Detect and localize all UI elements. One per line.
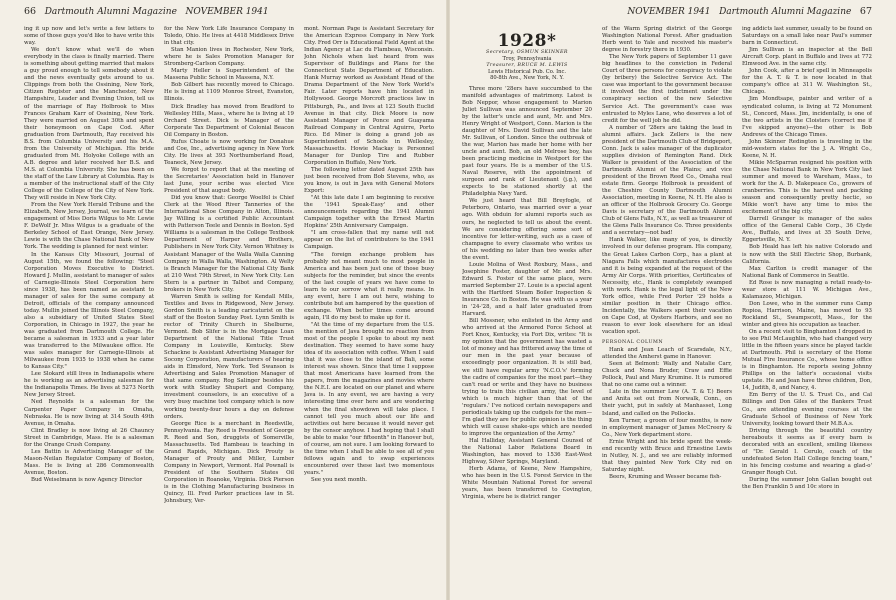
article-paragraph: Marty Heller is Superintendent of the Massena Public School in Massena, N.Y. — [164, 68, 294, 82]
article-paragraph: Jim Sullivan is an inspector at the Bell Aircraft Corp. plant in Buffalo and lives at 772 Elmwood Ave. in the same city. — [742, 47, 872, 68]
secretary-line: Secretary, OSMUN SKINNER — [486, 50, 568, 55]
left-column-3 — [304, 26, 434, 594]
article-paragraph: We don't know what we'll do when everybody in the class is finally married. There is something about getting married that makes a guy proud enough to tell somebody about it and the news eventually gets around to us. Clippings from both the Ossining, New York, Citizen Register and the Manchester, New Hampshire, Leader and Evening Union, tell us of the marriage of Ray Holbrook to Miss Frances Graham Karr of Ossining, New York. They were married on August 30th and spent their honeymoon on Cape Cod. After graduation from Dartmouth, Ray received his B.S. from Columbia University and his M.A. from the University of Michigan. His bride graduated from Mt. Holyoke College with an A.B. degree and later received her B.S. and M.S. at Columbia University. She has been on the staff of the Law Library at Columbia. Ray is a member of the instructional staff of the City College of the College of the City of New York. They will reside in New York City. — [24, 47, 154, 202]
secretary-city: Troy, Pennsylvania — [502, 56, 552, 63]
article-paragraph: Ned Reynolds is a salesman for the Carpenter Paper Company in Omaha, Nebraska. He is now living at 314 South 49th Avenue, in Omaha. — [24, 399, 154, 427]
article-paragraph: Stan Manion lives in Rochester, New York, where he is Sales Promotion Manager for Stromberg-Carlson Company. — [164, 47, 294, 68]
article-paragraph: "At the time of my departure from the U.S. the mention of Java brought no reaction from most of the people I spoke to about my next destination. They seemed to have some hazy idea of its association with coffee. When I said that it was close to the island of Bali, some interest was shown. Since that time I suppose that most Americans have learned from the papers, from the magazines and movies where the N.E.I. are located on our planet and where Java is. In any event, we are having a very interesting time over here and are wondering when the final showdown will take place. I cannot tell you much about our life and activities out here because it would never get by the censor anyhow. I had hoping that I shall be able to make "our fifteenth" in Hanover but, of course, am not sure. I am looking forward to the time when I shall be able to see all of you fellows again and to swap experiences encountered over these last two momentous years." — [304, 321, 434, 476]
article-paragraph: We just heard that Bill Breyfogle, of Peterboro, Ontario, was married over a year ago. With obduin for alumni reports such as ours, he neglected to tell us about the event. We are considering offering some sort of incentive for letter-writing, such as a case of champagne to every classmate who writes us of his wedding no later than two weeks after the event. — [462, 198, 592, 261]
article-paragraph: The New York papers of September 11 gave big headlines to the conviction in Federal Court of three persons for conspiracy to violate (by bribery) the Selective Service Act. The case was important to the government because it involved the first indictment under the conspiracy section of the new Selective Service Act. The government's case was entrusted to Myles Lane, who deserves a lot of credit for the well job he did. — [602, 54, 732, 124]
article-paragraph: Mikie McSparran resigned his position with the Chase National Bank in New York City last summer and moved to Wareham, Mass., to work for the A. D. Makepeace Co., growers of cranberries. This is the harvest and packing season and consequently pretty hectic, so Mikie won't have any time to miss the excitement of the big city. — [742, 159, 872, 216]
right-columns — [462, 26, 872, 594]
article-paragraph: "The foreign exchange problem has probably not meant much to most people in America and has been just one of those busy subjects for the reminder, but since the events of the last couple of years we have come to learn to our sorrow what it really means. In any event, here I am out here, wishing to contribute but am hampered by the question of exchange. When better times come around again, I'll do my best to make up for it. — [304, 251, 434, 321]
right-folio — [627, 6, 872, 17]
right-page-number: 67 — [859, 6, 872, 17]
left-columns — [24, 26, 434, 594]
article-paragraph: Warren Smith is selling for Kendall Mills, Textiles and lives in Ridgewood, New Jersey. Gordon Smith is a leading caricaturist on the staff of the Boston Sunday Post. Lynn Smith is rector of Trinity Church in Shelburne, Vermont. Bob Slifer is in the Mortgage Loan Department of the National Title Trust Company in Louisville, Kentucky. Stew Schackne is Assistant Advertising Manager for Socony Corporation, manufacturers of hearing aids in Elmsford, New York. Ted Swanson is Advertising and Sales Promotion Manager of that same company. Rog Salinger besides his work with Studley Shupert and Company, investment counselors, is an executive of a very busy machine tool company which is now working twenty-four hours a day on defense orders. — [164, 293, 294, 420]
article-paragraph: Beers, Kruming and Wesser became fish- — [609, 473, 722, 480]
left-column-2 — [164, 26, 294, 594]
article-paragraph: Lee Slokard still lives in Indianapolis where he is working as an advertising salesman for the Indianapolis Times. He lives at 5273 North New Jersey Street. — [24, 371, 154, 399]
article-paragraph: Late in the summer Lew (A. T. & T.) Beers and Anita set out from Norwalk, Conn., on their yacht, put in safely at Manhasset, Long Island, and called on the Pollocks. — [602, 389, 732, 417]
article-paragraph: Clint Bradley is now living at 26 Chauncy Street in Cambridge, Mass. He is a salesman for the Orange Crush Company. — [24, 427, 154, 448]
article-paragraph: Dick Bradley has moved from Bradford to Wellesley Hills, Mass., where he is living at 19 Orchard Street. Dick is Manager of the Corporate Tax Department of Colonial Beacon Oil Company in Boston. — [164, 103, 294, 138]
article-paragraph: Bob Gilbert has recently moved to Chicago. He is living at 1109 Monroe Street, Evanston, Illinois. — [164, 82, 294, 103]
left-issue-date: NOVEMBER 1941 — [185, 7, 269, 17]
article-paragraph: John Skinner Redington is traveling in the mid-western states for the J. A. Wright Co., Keene, N. H. — [742, 138, 872, 159]
treasurer-line: Treasurer, BRUCE M. LEWIS — [486, 62, 568, 68]
class-year-heading: 1928* — [497, 31, 557, 51]
article-paragraph: See you next month. — [311, 477, 368, 483]
right-column-2 — [602, 26, 732, 594]
article-paragraph: Ernie Wright and his bride spent the week-end recently with Bruce and Ernestine Lewis in Nutley, N. J., and we are reliably informed that they painted New York City red on Saturday night. — [602, 438, 732, 473]
article-paragraph: On a recent visit to Binghamton I dropped in to see Phil McLaughlin, who had changed very little in the fifteen years since he played tackle at Dartmouth. Phil is secretary of the Home Mutual Fire Insurance Co., whose home office is in Binghamton. He reports seeing Johnny Phillips on the latter's occasional visits upstate. He and Jean have three children, Don, 14, Judith, 8, and Nancy, 4. — [742, 329, 872, 392]
article-paragraph: "At this late date I am beginning to receive the '1941 Speak-Easy' and other announcements regarding the 1941 Alumni Campaign together with the Ernest Martin Hopkins' 25th Anniversary Campaign. — [304, 195, 434, 230]
article-paragraph: Herb Adams, of Keene, New Hampshire, who has been in the U.S. Forest Service in the White Mountain National Forest for several years, has been transferred to Covington, Virginia, where he is district ranger — [462, 466, 592, 501]
article-paragraph: Did you know that: George Woelfel is Chief Clerk at the Wood River Tanneries of the International Shoe Company in Alton, Illinois. Jay Willing is a certified Public Accountant with Patterson Teele and Dennis in Boston. Syd Williams is a salesman in the College Textbook Department of Harper and Brothers, Publishers in New York City. Vernon Whitney is Assistant Manager of the Walla Walla Canning Company in Walla Walla, Washington. Al Welty is Branch Manager for the National City Bank at 210 West 79th Street, in New York City. Len Stern is a partner in Talbot and Company, brokers in New York City. — [164, 195, 294, 293]
article-paragraph: Hank and Jean Leach of Scarsdale, N.Y., attended the Amherst game in Hanover. — [602, 347, 732, 361]
article-paragraph: Em Berry of the U. S. Trust Co., and Cal Billings and Don Giles of the Bankers Trust Co., are attending evening courses at the Graduate School of Business of New York University, looking toward their M.B.A.s. — [742, 392, 872, 427]
right-magazine-title: Dartmouth Alumni Magazine — [719, 7, 852, 17]
right-column-1-body — [462, 86, 592, 502]
right-issue-date: NOVEMBER 1941 — [627, 7, 711, 17]
article-paragraph: Hal Halliday, Assistant General Counsel of the National Labor Relations Board in Washington, has moved to 1536 East-West Highway, Silver Springs, Maryland. — [462, 437, 592, 466]
article-paragraph: for the New York Life Insurance Company in Toledo, Ohio. He lives at 4418 Middlesex Drive in that city. — [164, 26, 294, 47]
article-paragraph: Ed Rose is now managing a retail ready-to-wear store at 111 W. Michigan Ave., Kalamazoo, Michigan. — [742, 279, 872, 300]
article-paragraph: Bud Weiselmann is now Agency Director — [31, 477, 143, 483]
article-paragraph: Les Battin is Advertising Manager of the Mason-Neilan Regulator Company of Boston, Mass. He is living at 286 Commonwealth Avenue, Boston. — [24, 448, 154, 476]
article-paragraph: Louie Molina of West Roxbury, Mass., and Josephine Foster, daughter of Mr. and Mrs. Edward S. Foster of the same place, were married September 27. Louie is a special agent with the Hartford Steam Boiler Inspection & Insurance Co. in Boston. He was with us a year in '24-'28, and a half later graduated from Harvard. — [462, 261, 592, 318]
left-magazine-title: Dartmouth Alumni Magazine — [44, 7, 177, 17]
article-paragraph: Driving through the beautiful country hereabouts it seems as if every barn is decorated with an excellent, smiling likeness of "Dr. Gerald I. Cerulo, coach of the undefeated Seton Hall College fencing team," in his fencing costume and wearing a glad-o' Granger Rough Cut. — [742, 427, 872, 476]
treasurer-address: 80-8th Ave., New York, N. Y. — [490, 75, 564, 82]
article-paragraph: The following letter dated August 25th has just been received from Bob Stevens, who, as you know, is out in Java with General Motors Export: — [304, 166, 434, 195]
article-paragraph: Rufus Choate is now working for Donahue and Coe, Inc., advertising agency in New York City. He lives at 393 Northumberland Road, Teaneck, New Jersey. — [164, 138, 294, 166]
article-paragraph: Ken Turner, a groom of four months, is now in employment manager of James McCreery & Co., New York department store. — [602, 417, 732, 438]
article-paragraph: A number of '28ers are taking the lead in alumni affairs. Jack Zellers is the new president of the Dartmouth Club of Bridgeport, Conn. Jack is sales manager of the duplicator supplies division of Remington Rand. Dick Walker is president of the Association of the Dartmouth Alumni of the Plains; and vice president of the Brown Reed Co., Omaha real estate firm. George Holbrook is president of the Cheshire County Dartmouth Alumni Association, meeting in Keene, N. H. He also is an officer of the Holbrook Grocery Co. George Davis is secretary of the Dartmouth Alumni Club of Glens Falls, N.Y., as well as treasurer of the Glens Falls Insurance Co. Three presidents and a secretary—not bad! — [602, 124, 732, 237]
article-paragraph: Bob Heald has left his native Colorado and is now with the Still Electric Shop, Burbank, California. — [742, 244, 872, 265]
article-paragraph: From the New York Herald Tribune and the Elizabeth, New Jersey, Journal, we learn of the engagement of Miss Doris Wilgus to Mr. Lewie F. DeWolf Jr. Miss Wilgus is a graduate of the Berkeley School of East Orange, New Jersey. Lewie is with the Chase National Bank of New York. The wedding is planned for next winter. — [24, 202, 154, 251]
article-paragraph: Don Lowe, who in the summer runs Camp Ropioa, Harrison, Maine, has moved to 93 Rockland St., Swampscott, Mass., for the winter and gives his occupation as teacher. — [742, 300, 872, 328]
article-paragraph: "I am cross-fallen that my name will not appear on the list of contributors to the 1941 Campaign. — [304, 230, 434, 251]
article-paragraph: During the summer John Gallan bought out the Ben Franklin 5 and 10c store in — [742, 477, 872, 491]
article-paragraph: ing it up now and let's write a few letters to some of those guys you'd like to have write this way. — [24, 26, 154, 47]
class-masthead — [462, 32, 592, 82]
treasurer-company: Lewis Historical Pub. Co. Inc. — [487, 68, 567, 75]
article-paragraph: ing addicts last summer, usually to be found on Saturdays on a small lake near Paul's summer barn in Connecticut. — [742, 26, 872, 47]
personal-column-heading: PERSONAL COLUMN — [602, 340, 664, 346]
article-paragraph: Jim Mondtsape, painter and writer of a syndicated column, is living at 72 Monument St., Concord, Mass. Jim, incidentally, is one of the two artists in the Cloisters (correct me if I've skipped anyone)—the other is Bob Andrews of the Chicago Times. — [742, 96, 872, 138]
right-column-3 — [742, 26, 872, 594]
article-paragraph: of the Warm Spring district of the George Washington National Forest. After graduation Herb went to Yale and received his master's degree in forestry there in 1930. — [602, 26, 732, 54]
article-paragraph: mont. Norman Page is Assistant Secretary for the American Express Company in New York City. Fred Orr is Educational Field Agent at the Indian Agency at Lac du Flambeau, Wisconsin. John Nichols when last heard from was Supervisor of Buildings and Plans for the Connecticut State Department of Education. Hank Murray worked as Assistant Head of the Drama Department of the New York World's Fair. Later reports have him located in Hollywood. George Morcroft practices law in Pittsburgh, Pa., and lives at 123 South Euclid Avenue in that city. Dick Moore is now Assistant Manager of Ponce and Guayama Railroad Company in Central Aguirre, Porto Rico. Ed Miner is doing a grand job as Superintendent of Schools in Wellesley, Massachusetts. Howie Mackay is Personnel Manager for Dunlop Tire and Rubber Corporation in Buffalo, New York. — [304, 26, 434, 166]
article-paragraph: Darrell Granger is manager of the sales office of the General Cable Corp., 36 Clyde Ave., Buffalo, and lives at 35 South Drive, Eggertsville, N. Y. — [742, 216, 872, 244]
article-paragraph: In the Kansas City Missouri, Journal of August 15th, we found the following: "Steel Corporation Moves Executive to District. Howard J. Mullin, assistant to manager of sales of Carnegie-Illinois Steel Corporation here since 1938, has been named as assistant to manager of sales for the same company at Detroit, officials of the company announced today. Mullin joined the Illinois Steel Company, also a subsidiary of United States Steel Corporation, in Chicago in 1927, the year he was graduated from Dartmouth College. He became a salesman in 1933 and a year later was transferred to the Milwaukee office. He was sales manager for Carnegie-Illinois at Milwaukee from 1935 to 1938 when he came to Kansas City." — [24, 251, 154, 371]
article-paragraph: Bill Mossner, who enlisted in the Army and who arrived at the Armored Force School at Fort Knox, Kentucky, via Fort Dix, writes: "It is my opinion that the government has wasted a lot of money and has frittered away the time of our men in the past year because of exceedingly poor organization. It is still bad, we still have regular army 'N.C.O.'s' forming the cadre of companies for the most part—they can't read or write and they have no business trying to train this civilian army, the level of which is much higher than that of the 'regulars.' I've noticed certain newspapers and periodicals taking up the cudgels for the men—I'm glad they are for public opinion is the thing which will cause shake-ups which are needed to improve the organization of the Army." — [462, 318, 592, 437]
article-paragraph: Max Carlton is credit manager of the National Bank of Commerce in Seattle. — [742, 265, 872, 279]
article-paragraph: Hank Walker, like many of you, is directly involved in our defense program. His company, the Great Lakes Carbon Corp., has a plant at Niagara Falls which manufactures electrodes and it is being expanded at the request of the Army Air Corps. With priorities, Certificates of Necessity, etc., Hank is completely swamped with work. Hank is the legal light of the New York office, while Fred Porter '29 holds a similar position in their Chicago office. Incidentally, the Walkers spent their vacation on Cape Cod, at Oysters Harbors, and see no reason to ever look elsewhere for an ideal vacation spot. — [602, 237, 732, 336]
right-page — [448, 0, 896, 600]
left-page-number: 66 — [24, 6, 37, 17]
article-paragraph: We forgot to report that at the meeting of the Secretaries' Association held in Hanover last June, your scribe was elected Vice President of that august body. — [164, 166, 294, 195]
left-folio — [24, 6, 269, 17]
article-paragraph: Seen at Belmont: Wally and Natalie Carr, Chuck and Nona Bruder, Craw and Effie Pollock, Paul and Mary Krumine. It is rumored that no one came out a winner. — [602, 361, 732, 389]
article-paragraph: George Rice is a merchant in Reedsville, Pennsylvania. Ray Reed is President of George R. Reed and Son, druggists of Somerville, Massachusetts. Ted Rambeau is teaching in Grand Rapids, Michigan. Dick Prouty is Manager of Prouty and Miller, Lumber Company in Newport, Vermont. Hal Pownall is President of the Southern States Oil Corporation in Roanoke, Virginia. Dick Pierson is in the Clothing Manufacturing business in Quincy, Ill. Fred Parker practices law in St. Johnsbury, Ver- — [164, 420, 294, 505]
article-paragraph: Three more '28ers have succumbed to the manifold advantages of matrimony. Latest is Bob Neppor, whose engagement to Marion Juliet Sullivan was announced September 20 by the latter's uncle and aunt, Mr. and Mrs. Henry Wright of Westport, Conn. Marion is the daughter of Mrs. David Sullivan and the late Mr. Sullivan, of London. Since the outbreak of the war, Marion has made her home with her uncle and aunt. Bob, an old Melrose boy, has been practicing medicine in Westport for the past four years. He is a member of the U.S. Naval Reserve, with the appointment of surgeon and rank of Lieutenant (j.g.), and expects to be stationed shortly at the Philadelphia Navy Yard. — [462, 85, 592, 198]
article-paragraph: John Cook, after a brief spell in Minneapolis for the A. T. & T. is now located in that company's office at 311 W. Washington St., Chicago. — [742, 68, 872, 96]
right-column-1 — [462, 26, 592, 594]
left-column-1 — [24, 26, 154, 594]
